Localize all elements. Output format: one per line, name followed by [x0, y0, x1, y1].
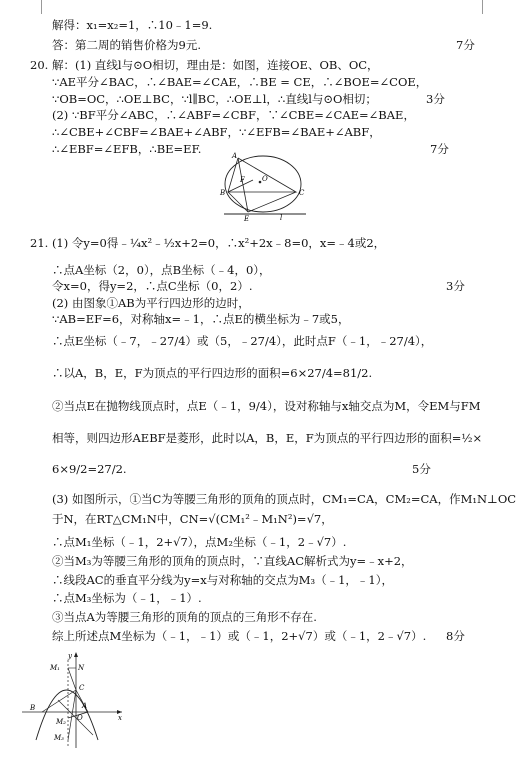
figure-circle-tangent [218, 150, 310, 222]
fig1-label-B: B [220, 189, 226, 197]
fig1-label-C: C [299, 189, 305, 197]
solution-line: (2) 由图象①AB为平行四边形的边时， [52, 296, 250, 310]
fig1-label-F: F [240, 176, 245, 184]
solution-line: 相等，则四边形AEBF是菱形，此时以A，B，E，F为顶点的平行四边形的面积=½× [52, 431, 483, 445]
solution-line: ∴线段AC的垂直平分线为y=x与对称轴的交点为M₃（﹣1，﹣1）， [52, 573, 393, 587]
solution-line: ∴点A坐标（2，0），点B坐标（﹣4，0）， [52, 263, 271, 277]
solution-line: ∵OB=OC，∴OE⊥BC，∵l∥BC，∴OE⊥l，∴直线l与⊙O相切； [52, 92, 377, 106]
fig2-label-O: O [77, 714, 83, 722]
fig1-label-O: O [262, 175, 268, 183]
solution-line: 20. 解：(1) 直线l与⊙O相切，理由是：如图，连接OE、OB、OC， [30, 58, 379, 72]
fig2-label-B: B [30, 704, 36, 712]
fig2-label-x: x [118, 714, 122, 722]
solution-line: ∴点M₃坐标为（﹣1，﹣1）. [52, 591, 202, 605]
solution-line: 6×9/2=27/2. [52, 462, 127, 476]
score-mark: 5分 [412, 462, 431, 476]
solution-line: ∴点E坐标（﹣7，﹣27/4）或（5，﹣27/4），此时点F（﹣1，﹣27/4）， [52, 334, 433, 348]
fig2-label-M1: M₁ [50, 664, 60, 672]
solution-line: ②当点E在抛物线顶点时，点E（﹣1，9/4），设对称轴与x轴交点为M，令EM与FM [52, 399, 481, 413]
fig2-label-N: N [78, 664, 85, 672]
fig2-label-y: y [68, 652, 72, 660]
solution-line: ∵AE平分∠BAC，∴∠BAE=∠CAE，∴BE = CE，∴∠BOE=∠COE， [52, 75, 428, 89]
fig1-label-A: A [232, 152, 238, 160]
solution-line: (3) 如图所示，①当C为等腰三角形的顶角的顶点时，CM₁=CA，CM₂=CA，作M₁N⊥OC [52, 492, 517, 506]
solution-line: 令x=0，得y=2，∴点C坐标（0，2）. [52, 279, 253, 293]
fig2-label-M3: M₃ [54, 734, 64, 742]
fig2-label-M2: M₂ [56, 718, 66, 726]
solution-line: (2) ∵BF平分∠ABC，∴∠ABF=∠CBF，∵∠CBE=∠CAE=∠BAE， [52, 108, 415, 122]
solution-line: ∴以A，B，E，F为顶点的平行四边形的面积=6×27/4=81/2. [52, 366, 373, 380]
solution-line: 综上所述点M坐标为（﹣1，﹣1）或（﹣1，2+√7）或（﹣1，2﹣√7）. [52, 629, 427, 643]
score-mark: 3分 [446, 279, 465, 293]
score-mark: 7分 [430, 142, 449, 156]
score-mark: 3分 [426, 92, 445, 106]
crop-mark-right [482, 0, 489, 14]
solution-line: ∵AB=EF=6，对称轴x=﹣1，∴点E的横坐标为﹣7或5， [52, 312, 350, 326]
score-mark: 7分 [456, 38, 475, 52]
fig1-label-E: E [244, 215, 250, 222]
solution-line: ③当点A为等腰三角形的顶角的顶点的三角形不存在. [52, 610, 317, 624]
solution-line: ∴∠CBE+∠CBF=∠BAE+∠ABF，∵∠EFB=∠BAE+∠ABF， [52, 125, 381, 139]
figure-parabola [18, 650, 128, 750]
fig2-label-C: C [79, 684, 85, 692]
fig2-label-A: A [82, 702, 88, 710]
solution-line: ∴∠EBF=∠EFB，∴BE=EF. [52, 142, 202, 156]
solution-line: 21. (1) 令y=0得﹣¼x²﹣½x+2=0，∴x²+2x﹣8=0，x=﹣4或2， [30, 236, 386, 250]
crop-mark-left [35, 0, 42, 14]
solution-line: 答：第二周的销售价格为9元. [52, 38, 201, 52]
fig1-label-l: l [280, 214, 283, 222]
solution-line: 解得：x₁=x₂=1，∴10﹣1=9. [52, 18, 213, 32]
solution-line: ②当M₃为等腰三角形的顶角的顶点时，∵直线AC解析式为y=﹣x+2， [52, 554, 413, 568]
solution-line: 于N，在RT△CM₁N中，CN=√(CM₁²﹣M₁N²)=√7， [52, 512, 333, 526]
solution-line: ∴点M₁坐标（﹣1，2+√7），点M₂坐标（﹣1，2﹣√7）. [52, 535, 347, 549]
score-mark: 8分 [446, 629, 465, 643]
